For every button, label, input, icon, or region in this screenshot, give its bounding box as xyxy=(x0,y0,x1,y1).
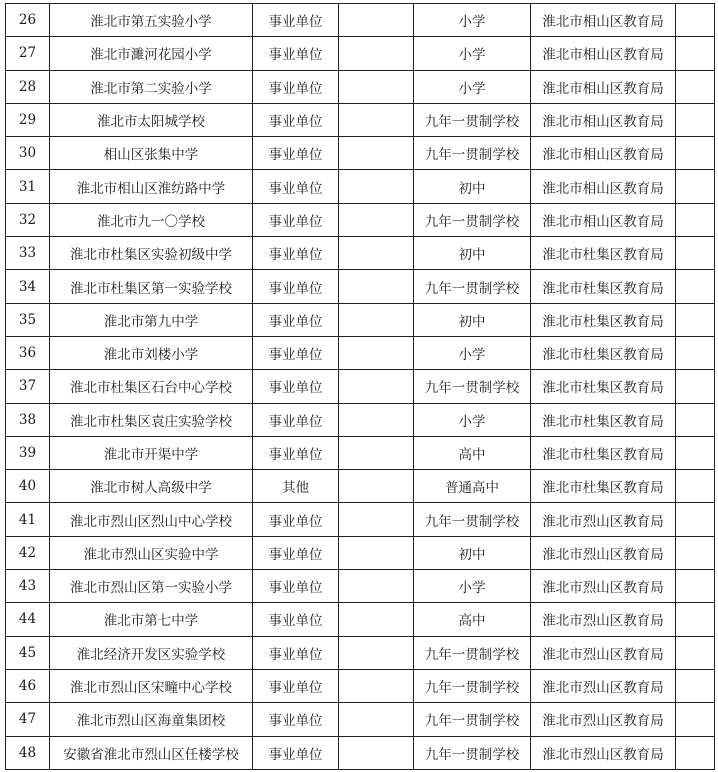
cell-department: 淮北市相山区教育局 xyxy=(531,70,676,103)
cell-school-name: 淮北市杜集区实验初级中学 xyxy=(50,237,253,270)
cell-number: 39 xyxy=(6,436,50,469)
table-row xyxy=(6,603,715,636)
cell-department: 淮北市烈山区教育局 xyxy=(531,736,676,769)
cell-school-level: 小学 xyxy=(414,37,531,70)
cell-number: 46 xyxy=(6,669,50,702)
cell-school-name: 淮北市烈山区实验中学 xyxy=(50,536,253,569)
cell-blank xyxy=(339,436,414,469)
cell-blank xyxy=(339,137,414,170)
cell-number: 33 xyxy=(6,237,50,270)
school-list-table xyxy=(5,3,715,770)
cell-number: 35 xyxy=(6,303,50,336)
cell-extra xyxy=(676,37,715,70)
cell-unit-type: 事业单位 xyxy=(253,403,339,436)
cell-number: 40 xyxy=(6,470,50,503)
cell-extra xyxy=(676,270,715,303)
cell-school-level: 九年一贯制学校 xyxy=(414,636,531,669)
cell-school-level: 小学 xyxy=(414,570,531,603)
table-row xyxy=(6,636,715,669)
cell-extra xyxy=(676,503,715,536)
cell-number: 41 xyxy=(6,503,50,536)
cell-school-name: 淮北市第七中学 xyxy=(50,603,253,636)
cell-unit-type: 事业单位 xyxy=(253,436,339,469)
cell-unit-type: 事业单位 xyxy=(253,370,339,403)
cell-school-name: 淮北市太阳城学校 xyxy=(50,103,253,136)
cell-unit-type: 事业单位 xyxy=(253,4,339,37)
cell-unit-type: 事业单位 xyxy=(253,536,339,569)
cell-blank xyxy=(339,669,414,702)
table-row xyxy=(6,703,715,736)
cell-blank xyxy=(339,4,414,37)
cell-number: 42 xyxy=(6,536,50,569)
cell-unit-type: 事业单位 xyxy=(253,137,339,170)
cell-blank xyxy=(339,570,414,603)
cell-school-level: 初中 xyxy=(414,237,531,270)
cell-department: 淮北市烈山区教育局 xyxy=(531,570,676,603)
cell-school-name: 淮北市杜集区第一实验学校 xyxy=(50,270,253,303)
cell-school-level: 初中 xyxy=(414,170,531,203)
cell-school-level: 小学 xyxy=(414,403,531,436)
cell-unit-type: 事业单位 xyxy=(253,503,339,536)
cell-school-name: 安徽省淮北市烈山区任楼学校 xyxy=(50,736,253,769)
cell-school-name: 淮北市树人高级中学 xyxy=(50,470,253,503)
cell-department: 淮北市杜集区教育局 xyxy=(531,270,676,303)
table-row xyxy=(6,137,715,170)
cell-school-level: 九年一贯制学校 xyxy=(414,370,531,403)
cell-number: 32 xyxy=(6,203,50,236)
cell-blank xyxy=(339,636,414,669)
cell-school-name: 淮北市第五实验小学 xyxy=(50,4,253,37)
cell-extra xyxy=(676,303,715,336)
cell-school-level: 高中 xyxy=(414,436,531,469)
table-row xyxy=(6,303,715,336)
table-row xyxy=(6,570,715,603)
cell-school-name: 淮北市杜集区石台中心学校 xyxy=(50,370,253,403)
cell-department: 淮北市烈山区教育局 xyxy=(531,536,676,569)
cell-extra xyxy=(676,370,715,403)
cell-number: 38 xyxy=(6,403,50,436)
cell-blank xyxy=(339,203,414,236)
cell-school-name: 淮北市相山区淮纺路中学 xyxy=(50,170,253,203)
cell-unit-type: 事业单位 xyxy=(253,270,339,303)
cell-school-name: 淮北市第九中学 xyxy=(50,303,253,336)
cell-number: 47 xyxy=(6,703,50,736)
cell-school-level: 九年一贯制学校 xyxy=(414,703,531,736)
cell-blank xyxy=(339,736,414,769)
cell-school-level: 小学 xyxy=(414,336,531,369)
cell-extra xyxy=(676,203,715,236)
cell-department: 淮北市相山区教育局 xyxy=(531,4,676,37)
cell-department: 淮北市杜集区教育局 xyxy=(531,370,676,403)
cell-department: 淮北市杜集区教育局 xyxy=(531,403,676,436)
cell-number: 34 xyxy=(6,270,50,303)
cell-department: 淮北市杜集区教育局 xyxy=(531,303,676,336)
cell-number: 44 xyxy=(6,603,50,636)
table-row xyxy=(6,403,715,436)
cell-school-level: 九年一贯制学校 xyxy=(414,270,531,303)
cell-number: 30 xyxy=(6,137,50,170)
cell-blank xyxy=(339,270,414,303)
cell-unit-type: 事业单位 xyxy=(253,669,339,702)
cell-school-level: 九年一贯制学校 xyxy=(414,669,531,702)
cell-extra xyxy=(676,736,715,769)
cell-department: 淮北市杜集区教育局 xyxy=(531,237,676,270)
cell-unit-type: 事业单位 xyxy=(253,170,339,203)
table-row xyxy=(6,70,715,103)
cell-department: 淮北市杜集区教育局 xyxy=(531,470,676,503)
cell-school-level: 九年一贯制学校 xyxy=(414,137,531,170)
cell-unit-type: 事业单位 xyxy=(253,736,339,769)
cell-extra xyxy=(676,636,715,669)
cell-unit-type: 事业单位 xyxy=(253,237,339,270)
cell-department: 淮北市相山区教育局 xyxy=(531,203,676,236)
cell-unit-type: 事业单位 xyxy=(253,336,339,369)
table-row xyxy=(6,37,715,70)
cell-department: 淮北市相山区教育局 xyxy=(531,103,676,136)
cell-number: 28 xyxy=(6,70,50,103)
cell-school-level: 高中 xyxy=(414,603,531,636)
cell-number: 29 xyxy=(6,103,50,136)
cell-school-name: 淮北市烈山区宋疃中心学校 xyxy=(50,669,253,702)
cell-number: 48 xyxy=(6,736,50,769)
cell-department: 淮北市烈山区教育局 xyxy=(531,503,676,536)
table-row xyxy=(6,669,715,702)
table-row xyxy=(6,103,715,136)
cell-blank xyxy=(339,603,414,636)
cell-unit-type: 事业单位 xyxy=(253,70,339,103)
cell-extra xyxy=(676,603,715,636)
cell-department: 淮北市杜集区教育局 xyxy=(531,336,676,369)
cell-extra xyxy=(676,137,715,170)
cell-school-name: 淮北市第二实验小学 xyxy=(50,70,253,103)
cell-blank xyxy=(339,503,414,536)
table-row xyxy=(6,736,715,769)
cell-blank xyxy=(339,470,414,503)
cell-blank xyxy=(339,703,414,736)
cell-department: 淮北市烈山区教育局 xyxy=(531,703,676,736)
cell-extra xyxy=(676,669,715,702)
cell-number: 31 xyxy=(6,170,50,203)
cell-unit-type: 事业单位 xyxy=(253,37,339,70)
cell-school-name: 淮北经济开发区实验学校 xyxy=(50,636,253,669)
cell-department: 淮北市相山区教育局 xyxy=(531,170,676,203)
cell-school-level: 普通高中 xyxy=(414,470,531,503)
cell-department: 淮北市相山区教育局 xyxy=(531,137,676,170)
cell-department: 淮北市烈山区教育局 xyxy=(531,636,676,669)
cell-extra xyxy=(676,70,715,103)
cell-extra xyxy=(676,436,715,469)
cell-unit-type: 事业单位 xyxy=(253,203,339,236)
cell-school-name: 淮北市烈山区海童集团校 xyxy=(50,703,253,736)
table-row xyxy=(6,536,715,569)
cell-number: 37 xyxy=(6,370,50,403)
cell-department: 淮北市相山区教育局 xyxy=(531,37,676,70)
table-body xyxy=(6,4,715,770)
cell-unit-type: 事业单位 xyxy=(253,103,339,136)
cell-school-level: 九年一贯制学校 xyxy=(414,736,531,769)
cell-extra xyxy=(676,336,715,369)
cell-number: 26 xyxy=(6,4,50,37)
cell-unit-type: 其他 xyxy=(253,470,339,503)
cell-department: 淮北市杜集区教育局 xyxy=(531,436,676,469)
cell-school-name: 淮北市杜集区袁庄实验学校 xyxy=(50,403,253,436)
table-row xyxy=(6,170,715,203)
cell-blank xyxy=(339,403,414,436)
cell-school-level: 九年一贯制学校 xyxy=(414,203,531,236)
cell-blank xyxy=(339,536,414,569)
cell-blank xyxy=(339,37,414,70)
cell-school-name: 淮北市刘楼小学 xyxy=(50,336,253,369)
cell-blank xyxy=(339,70,414,103)
cell-number: 45 xyxy=(6,636,50,669)
cell-school-name: 淮北市烈山区烈山中心学校 xyxy=(50,503,253,536)
cell-extra xyxy=(676,170,715,203)
table-row xyxy=(6,4,715,37)
table-row xyxy=(6,270,715,303)
cell-blank xyxy=(339,336,414,369)
cell-school-name: 淮北市九一〇学校 xyxy=(50,203,253,236)
table-row xyxy=(6,237,715,270)
cell-number: 43 xyxy=(6,570,50,603)
cell-school-level: 九年一贯制学校 xyxy=(414,503,531,536)
cell-extra xyxy=(676,237,715,270)
cell-school-name: 淮北市烈山区第一实验小学 xyxy=(50,570,253,603)
cell-number: 36 xyxy=(6,336,50,369)
cell-number: 27 xyxy=(6,37,50,70)
cell-blank xyxy=(339,237,414,270)
cell-blank xyxy=(339,103,414,136)
cell-extra xyxy=(676,403,715,436)
cell-unit-type: 事业单位 xyxy=(253,603,339,636)
table-row xyxy=(6,370,715,403)
cell-school-level: 小学 xyxy=(414,4,531,37)
cell-extra xyxy=(676,703,715,736)
cell-school-level: 初中 xyxy=(414,303,531,336)
cell-extra xyxy=(676,4,715,37)
table-row xyxy=(6,503,715,536)
table-row xyxy=(6,470,715,503)
cell-blank xyxy=(339,303,414,336)
cell-extra xyxy=(676,470,715,503)
cell-extra xyxy=(676,536,715,569)
cell-unit-type: 事业单位 xyxy=(253,570,339,603)
cell-department: 淮北市烈山区教育局 xyxy=(531,669,676,702)
cell-blank xyxy=(339,170,414,203)
cell-school-name: 相山区张集中学 xyxy=(50,137,253,170)
cell-blank xyxy=(339,370,414,403)
cell-extra xyxy=(676,570,715,603)
cell-school-name: 淮北市开渠中学 xyxy=(50,436,253,469)
cell-school-level: 小学 xyxy=(414,70,531,103)
cell-school-name: 淮北市濉河花园小学 xyxy=(50,37,253,70)
cell-department: 淮北市烈山区教育局 xyxy=(531,603,676,636)
cell-unit-type: 事业单位 xyxy=(253,636,339,669)
table-row xyxy=(6,336,715,369)
cell-extra xyxy=(676,103,715,136)
table-row xyxy=(6,436,715,469)
cell-unit-type: 事业单位 xyxy=(253,703,339,736)
cell-school-level: 九年一贯制学校 xyxy=(414,103,531,136)
cell-unit-type: 事业单位 xyxy=(253,303,339,336)
table-row xyxy=(6,203,715,236)
cell-school-level: 初中 xyxy=(414,536,531,569)
